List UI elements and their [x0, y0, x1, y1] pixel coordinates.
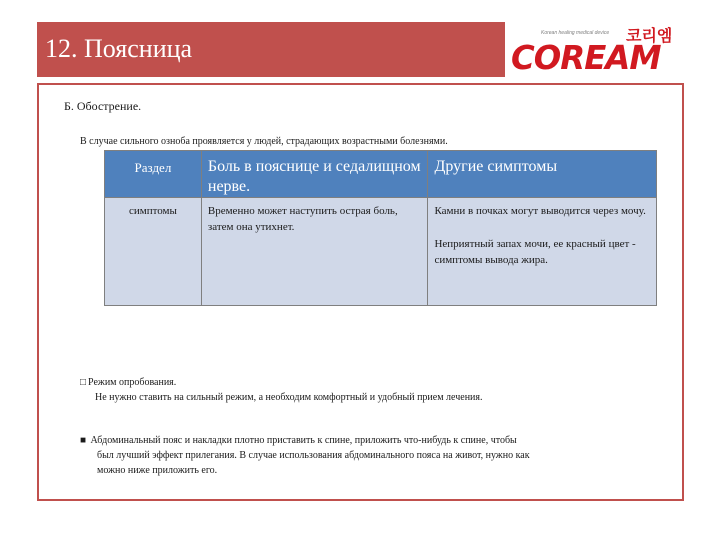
square-bullet-icon: ■ — [80, 435, 87, 446]
header-cell-pain: Боль в пояснице и седалищном нерве. — [201, 151, 428, 198]
logo-korean-text: 코리엠 — [626, 26, 673, 45]
section-heading: Б. Обострение. — [64, 99, 142, 113]
mode-line-1 — [80, 375, 483, 390]
header-cell-section: Раздел — [105, 151, 202, 198]
mode-title: Режим опробования. — [88, 377, 177, 388]
checkbox-bullet-icon: □ — [80, 377, 87, 388]
belt-note — [80, 433, 530, 478]
table-row — [105, 198, 657, 306]
cell-pain: Временно может наступить острая боль, затем она утихнет. — [201, 198, 428, 306]
other-symptom-2: Неприятный запах мочи, ее красный цвет - симптомы вывода жира. — [434, 238, 636, 266]
belt-line-3: можно ниже приложить его. — [97, 465, 218, 476]
logo-tagline: Korean healing medical device — [541, 30, 610, 36]
symptoms-table — [104, 150, 657, 306]
cell-section: симптомы — [105, 198, 202, 306]
page-title: 12. Поясница — [45, 34, 193, 63]
coream-logo — [505, 22, 687, 77]
title-bar — [37, 22, 505, 77]
table-header-row — [105, 151, 657, 198]
mode-note — [80, 375, 483, 405]
header-cell-other: Другие симптомы — [428, 151, 657, 198]
belt-line-1 — [80, 433, 530, 448]
intro-text: В случае сильного озноба проявляется у людей, страдающих возрастными болезнями. — [80, 136, 448, 147]
belt-text-1: Абдоминальный пояс и накладки плотно приставить к спине, приложить что-нибудь к спине, чтобы — [90, 435, 517, 446]
other-symptom-1: Камни в почках могут выводится через мочу. — [434, 205, 646, 217]
belt-line-2: был лучший эффект прилегания. В случае использования абдоминального пояса на живот, нужно как — [97, 450, 530, 461]
logo-wordmark: COREAM — [511, 38, 661, 77]
mode-line-2: Не нужно ставить на сильный режим, а необходим комфортный и удобный прием лечения. — [95, 392, 483, 403]
cell-other — [428, 198, 657, 306]
